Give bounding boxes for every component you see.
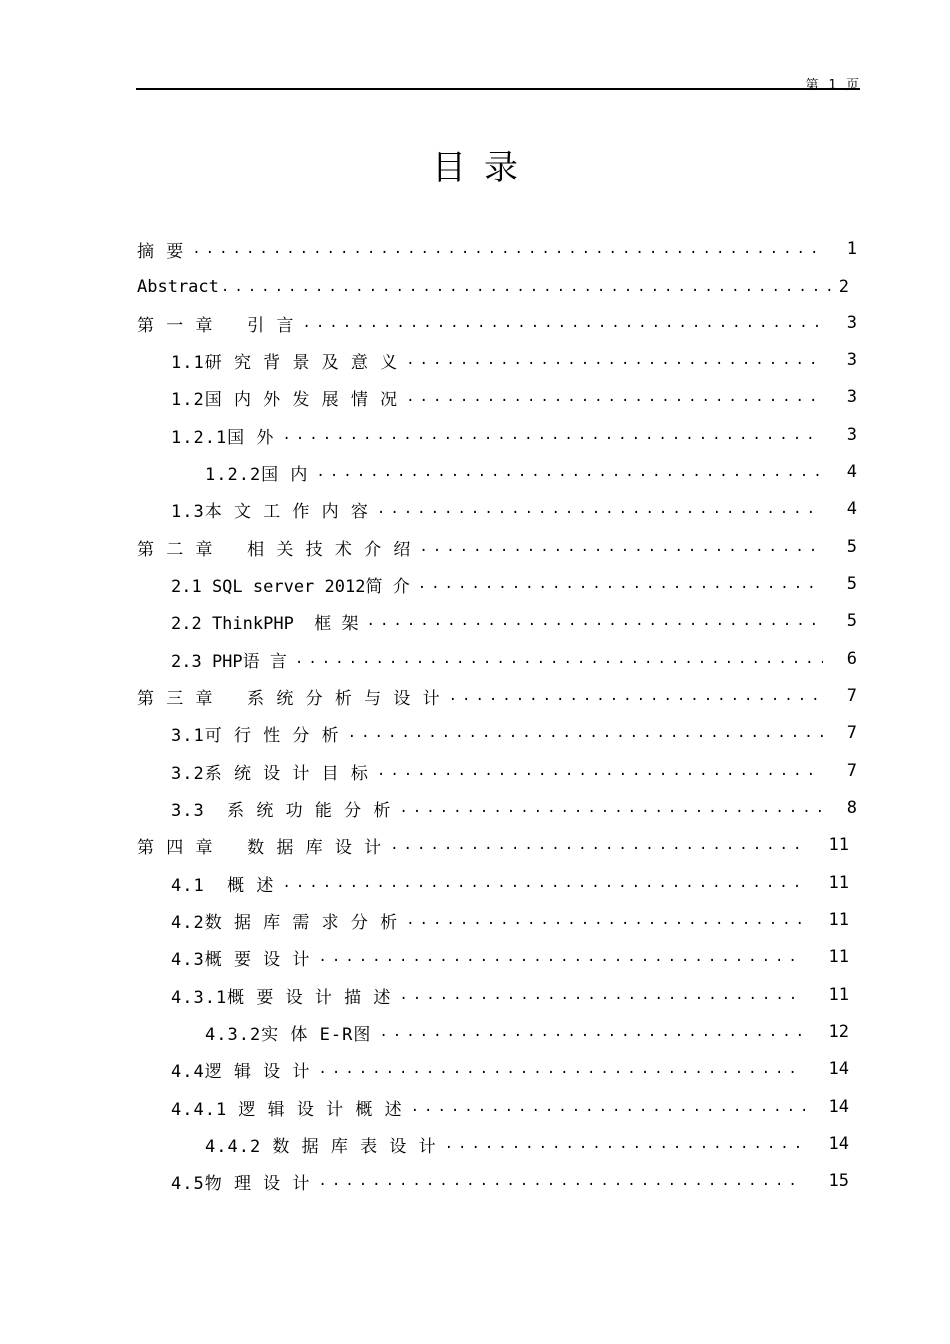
- toc-entry[interactable]: [171, 385, 857, 409]
- toc-leader-dots: [316, 460, 823, 484]
- toc-leader-dots: [377, 759, 823, 783]
- toc-entry-page: 11: [828, 835, 849, 855]
- toc-leader-dots: [282, 423, 823, 447]
- toc-entry-label: 4.1 概 述: [171, 875, 275, 896]
- toc-entry[interactable]: [171, 647, 857, 671]
- toc-entry[interactable]: [171, 871, 849, 895]
- toc-leader-dots: [318, 945, 805, 969]
- toc-entry-page: 14: [828, 1134, 849, 1154]
- toc-entry-page: 14: [828, 1059, 849, 1079]
- toc-entry-page: 1: [846, 239, 857, 259]
- toc-entry-label: 4.3概 要 设 计: [171, 949, 311, 970]
- toc-entry[interactable]: [137, 535, 857, 559]
- toc-entry-label: 第 二 章 相 关 技 术 介 绍: [137, 539, 412, 560]
- toc-entry-page: 8: [846, 798, 857, 818]
- toc-leader-dots: [406, 908, 805, 932]
- toc-entry-page: 6: [846, 649, 857, 669]
- toc-entry-label: 摘 要: [137, 241, 185, 262]
- page-number: 第 1 页: [805, 78, 860, 93]
- toc-entry-label: 4.4.2 数 据 库 表 设 计: [205, 1136, 437, 1157]
- toc-entry-label: 3.2系 统 设 计 目 标: [171, 763, 369, 784]
- toc-leader-dots: [302, 311, 823, 335]
- toc-entry[interactable]: [171, 1057, 849, 1081]
- toc-entry-label: 2.1 SQL server 2012简 介: [171, 576, 410, 597]
- toc-entry-page: 3: [846, 350, 857, 370]
- toc-entry-page: 4: [846, 499, 857, 519]
- toc-leader-dots: [192, 237, 823, 261]
- toc-entry-label: 1.2国 内 外 发 展 情 况: [171, 389, 399, 410]
- toc-entry-page: 5: [846, 611, 857, 631]
- toc-entry-label: 1.1研 究 背 景 及 意 义: [171, 352, 399, 373]
- toc-leader-dots: [399, 983, 805, 1007]
- toc-entry-page: 7: [846, 761, 857, 781]
- toc-leader-dots: [367, 609, 823, 633]
- toc-entry-page: 15: [828, 1171, 849, 1191]
- toc-leader-dots: [221, 275, 835, 299]
- toc-entry-page: 3: [846, 387, 857, 407]
- toc-entry-page: 3: [846, 313, 857, 333]
- toc-entry-label: 1.3本 文 工 作 内 容: [171, 501, 369, 522]
- toc-entry[interactable]: [171, 423, 857, 447]
- toc-entry-page: 11: [828, 910, 849, 930]
- toc-entry-page: 7: [846, 686, 857, 706]
- toc-leader-dots: [318, 1057, 805, 1081]
- toc-leader-dots: [390, 833, 805, 857]
- toc-entry-page: 2: [838, 277, 849, 297]
- toc-entry-page: 5: [846, 574, 857, 594]
- toc-leader-dots: [399, 796, 823, 820]
- toc-entry-page: 11: [828, 873, 849, 893]
- toc-entry[interactable]: [137, 684, 857, 708]
- toc-entry[interactable]: [171, 759, 857, 783]
- toc-entry-label: 3.1可 行 性 分 析: [171, 725, 340, 746]
- toc-leader-dots: [348, 721, 823, 745]
- toc-entry[interactable]: [171, 609, 857, 633]
- toc-entry-label: 第 四 章 数 据 库 设 计: [137, 837, 383, 858]
- document-title: 目录: [432, 148, 536, 188]
- toc-entry-page: 11: [828, 947, 849, 967]
- toc-entry-label: 第 一 章 引 言: [137, 315, 295, 336]
- toc-entry-label: 4.2数 据 库 需 求 分 析: [171, 912, 399, 933]
- toc-entry[interactable]: [171, 497, 857, 521]
- toc-entry[interactable]: [171, 1095, 849, 1119]
- toc-leader-dots: [377, 497, 823, 521]
- toc-entry[interactable]: [205, 1020, 849, 1044]
- toc-entry[interactable]: [171, 796, 857, 820]
- toc-entry-label: 1.2.1国 外: [171, 427, 275, 448]
- toc-entry[interactable]: [171, 908, 849, 932]
- toc-leader-dots: [282, 871, 805, 895]
- toc-entry[interactable]: [171, 721, 857, 745]
- toc-entry-label: 4.4.1 逻 辑 设 计 概 述: [171, 1099, 403, 1120]
- toc-entry-page: 11: [828, 985, 849, 1005]
- toc-entry[interactable]: [137, 833, 849, 857]
- toc-entry-label: 4.3.2实 体 E-R图: [205, 1024, 372, 1045]
- toc-leader-dots: [318, 1169, 805, 1193]
- toc-entry[interactable]: [137, 237, 857, 261]
- toc-leader-dots: [449, 684, 823, 708]
- toc-entry-page: 5: [846, 537, 857, 557]
- toc-entry-label: 第 三 章 系 统 分 析 与 设 计: [137, 688, 441, 709]
- toc-entry[interactable]: [171, 1169, 849, 1193]
- toc-leader-dots: [406, 348, 823, 372]
- toc-entry[interactable]: [205, 460, 857, 484]
- toc-entry[interactable]: [171, 945, 849, 969]
- toc-leader-dots: [418, 572, 823, 596]
- toc-entry[interactable]: [137, 275, 849, 299]
- toc-entry-label: Abstract: [137, 277, 219, 297]
- toc-entry[interactable]: [137, 311, 857, 335]
- toc-entry-label: 2.2 ThinkPHP 框 架: [171, 613, 359, 634]
- toc-entry-label: 2.3 PHP语 言: [171, 651, 287, 672]
- toc-entry[interactable]: [171, 572, 857, 596]
- toc-entry-label: 1.2.2国 内: [205, 464, 309, 485]
- toc-entry[interactable]: [171, 983, 849, 1007]
- toc-entry-label: 4.4逻 辑 设 计: [171, 1061, 311, 1082]
- toc-entry-page: 14: [828, 1097, 849, 1117]
- toc-entry-label: 3.3 系 统 功 能 分 析: [171, 800, 392, 821]
- toc-leader-dots: [445, 1132, 805, 1156]
- toc-entry-label: 4.5物 理 设 计: [171, 1173, 311, 1194]
- toc-entry-page: 3: [846, 425, 857, 445]
- toc-entry-page: 12: [828, 1022, 849, 1042]
- toc-entry-page: 7: [846, 723, 857, 743]
- toc-entry[interactable]: [205, 1132, 849, 1156]
- toc-leader-dots: [411, 1095, 805, 1119]
- toc-entry[interactable]: [171, 348, 857, 372]
- toc-leader-dots: [406, 385, 823, 409]
- toc-entry-page: 4: [846, 462, 857, 482]
- toc-entry-label: 4.3.1概 要 设 计 描 述: [171, 987, 392, 1008]
- toc-leader-dots: [379, 1020, 805, 1044]
- toc-leader-dots: [419, 535, 823, 559]
- toc-leader-dots: [295, 647, 823, 671]
